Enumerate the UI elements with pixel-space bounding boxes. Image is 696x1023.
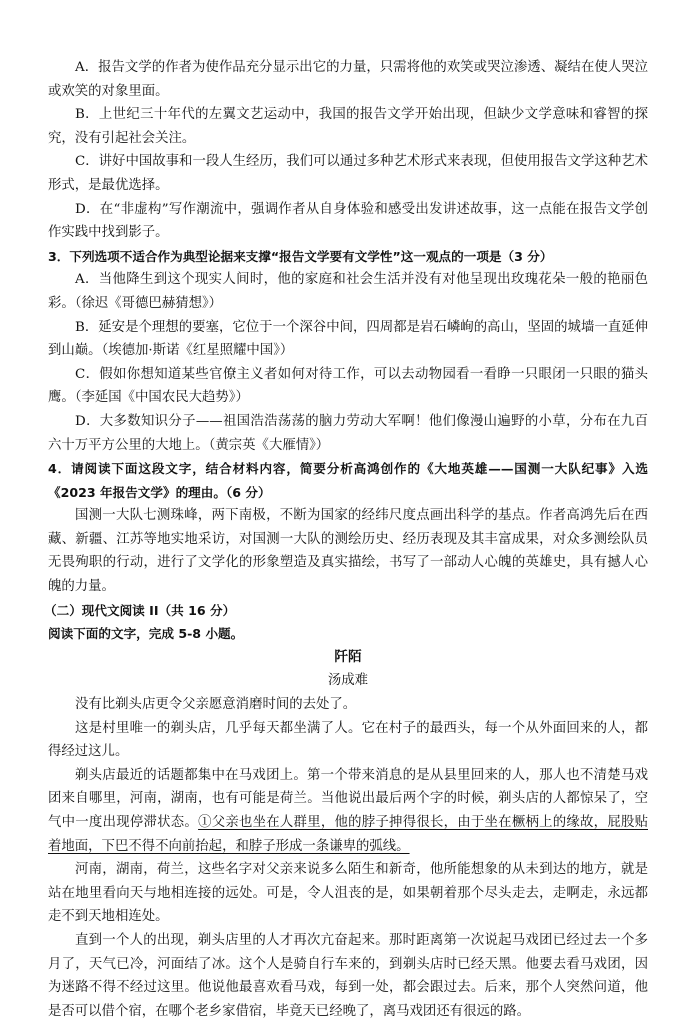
- story-title: 阡陌: [334, 648, 362, 665]
- story-author: 汤成难: [327, 673, 369, 689]
- question-4-stem: 4．请阅读下面这段文字，结合材料内容，简要分析高鸿创作的《大地英雄——国测一大队纪事》入选《2023 年报告文学》的理由。（6 分）: [48, 461, 648, 500]
- option-2c: C．讲好中国故事和一段人生经历，我们可以通过多种艺术形式来表现，但使用报告文学这种艺术形式，是最优选择。: [48, 154, 648, 193]
- option-3c: C．假如你想知道某些官僚主义者如何对待工作，可以去动物园看一看睁一只眼闭一只眼的猫头鹰。（李延国《中国农民大趋势》）: [48, 366, 648, 406]
- story-paragraph: 河南，湖南，荷兰，这些名字对父亲来说多么陌生和新奇，他所能想象的从未到达的地方，就是站在地里看向天与地相连接的远处。可是，令人沮丧的是，如果朝着那个尽头走去，走啊走，永远都走不到天地相连处。: [48, 862, 648, 925]
- section-instruction: 阅读下面的文字，完成 5-8 小题。: [48, 626, 244, 642]
- option-2a: A．报告文学的作者为使作品充分显示出它的力量，只需将他的欢笑或哭泣渗透、凝结在使人哭泣或欢笑的对象里面。: [48, 60, 648, 99]
- option-2d: D．在“非虚构”写作潮流中，强调作者从自身体验和感受出发讲述故事，这一点能在报告文学创作实践中找到影子。: [48, 201, 648, 241]
- story-paragraph: [48, 764, 648, 858]
- story-paragraph-text: 剃头店最近的话题都集中在马戏团上。第一个带来消息的是从县里回来的人，那人也不清楚马戏团来自哪里，河南，湖南，也有可能是荷兰。当他说出最后两个字的时候，剃头店的人都惊呆了，空气中一度出现停滞状态。: [48, 767, 648, 830]
- story-paragraph: 直到一个人的出现，剃头店里的人才再次亢奋起来。那时距离第一次说起马戏团已经过去一个多月了，天气已冷，河面结了冰。这个人是骑自行车来的，到剃头店时已经天黑。他要去看马戏团，因为迷路不得不经过这里。他说他最喜欢看马戏，每到一处，都会跟过去。后来，那个人突然问道，他是否可以借个宿，在哪个老乡家借宿，毕竟天已经晚了，离马戏团还有很远的路。: [48, 932, 648, 1019]
- option-3a: A．当他降生到这个现实人间时，他的家庭和社会生活并没有对他呈现出玫瑰花朵一般的艳丽色彩。（徐迟《哥德巴赫猜想》）: [48, 272, 648, 311]
- section-heading: （二）现代文阅读 II（共 16 分）: [44, 602, 236, 618]
- question-3-stem: 3．下列选项不适合作为典型论据来支撑“报告文学要有文学性”这一观点的一项是（3 分）: [48, 248, 553, 264]
- underlined-sentence-1: ①父亲也坐在人群里，他的脖子抻得很长，由于坐在橛柄上的缘故，屁股贴着地面，下巴不得不向前抬起，和脖子形成一条谦卑的弧线。: [48, 815, 648, 854]
- story-paragraph: 没有比剃头店更令父亲愿意消磨时间的去处了。: [75, 697, 357, 713]
- option-3d: D．大多数知识分子——祖国浩浩荡荡的脑力劳动大军啊！他们像漫山遍野的小草，分布在九百六十万平方公里的大地上。（黄宗英《大雁情》）: [48, 413, 648, 453]
- document-page: [44, 56, 648, 1023]
- story-paragraph: 这是村里唯一的剃头店，几乎每天都坐满了人。它在村子的最西头，每一个从外面回来的人，都得经过这儿。: [48, 720, 648, 760]
- question-4-passage: 国测一大队七测珠峰，两下南极，不断为国家的经纬尺度点画出科学的基点。作者高鸿先后在西藏、新疆、江苏等地实地采访，对国测一大队的测绘历史、经历表现及其丰富成果，对众多测绘队员无畏殉职的行动，进行了文学化的形象塑造及真实描绘，书写了一部动人心魄的英雄史，具有撼人心魄的力量。: [48, 508, 648, 595]
- option-2b: B．上世纪三十年代的左翼文艺运动中，我国的报告文学开始出现，但缺少文学意味和睿智的探究，没有引起社会关注。: [48, 107, 648, 146]
- option-3b: B．延安是个理想的要塞，它位于一个深谷中间，四周都是岩石嶙峋的高山，坚固的城墙一直延伸到山巅。（埃德加·斯诺《红星照耀中国》）: [48, 319, 648, 359]
